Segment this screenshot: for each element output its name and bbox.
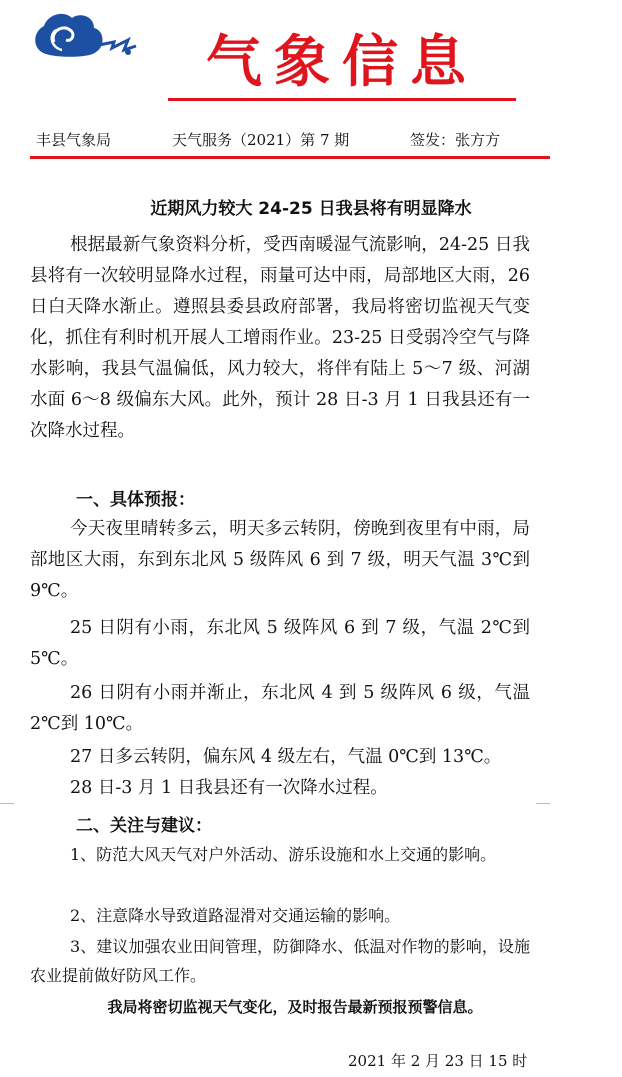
intro-paragraph: 根据最新气象资料分析，受西南暖湿气流影响，24-25 日我县将有一次较明显降水过程，雨量可达中雨，局部地区大雨，26 日白天降水渐止。遵照县委县政府部署，我局将密切监视天气变化，抓住有利时机开展人工增雨作业。23-25 日受弱冷空气与降水影响，我县气温偏低，风力较大，将伴有陆上 5～7 级、河湖水面 6～8 级偏东大风。此外，预计 28 日-3 月 1 日我县还有一次降水过程。: [30, 235, 530, 441]
forecast-paragraph: 28 日-3 月 1 日我县还有一次降水过程。: [70, 778, 388, 798]
page-crop-mark: [0, 803, 14, 804]
weather-bureau-logo-icon: [28, 6, 140, 66]
signer: 签发：张方方: [410, 131, 501, 149]
forecast-paragraph: 今天夜里晴转多云，明天多云转阴，傍晚到夜里有中雨，局部地区大雨，东到东北风 5 级阵风 6 到 7 级，明天气温 3℃到 9℃。: [30, 519, 530, 601]
forecast-paragraph: 27 日多云转阴，偏东风 4 级左右，气温 0℃到 13℃。: [70, 747, 502, 767]
forecast-paragraph: 25 日阴有小雨，东北风 5 级阵风 6 到 7 级，气温 2℃到 5℃。: [30, 618, 530, 669]
page-crop-mark: [536, 803, 550, 804]
article-headline: 近期风力较大 24-25 日我县将有明显降水: [150, 199, 472, 219]
issue-number: 天气服务（2021）第 7 期: [172, 131, 350, 149]
closing-statement: 我局将密切监视天气变化，及时报告最新预报预警信息。: [107, 998, 483, 1016]
section-advice-title: 二、关注与建议：: [76, 816, 212, 836]
issue-datetime: 2021 年 2 月 23 日 15 时: [348, 1052, 528, 1070]
issuing-organization: 丰县气象局: [36, 131, 112, 149]
forecast-paragraph: 26 日阴有小雨并渐止，东北风 4 到 5 级阵风 6 级，气温 2℃到 10℃。: [30, 683, 530, 734]
banner-divider: [168, 98, 516, 101]
advice-item: 2、注意降水导致道路湿滑对交通运输的影响。: [70, 906, 401, 925]
advice-item: 1、防范大风天气对户外活动、游乐设施和水上交通的影响。: [70, 845, 497, 864]
advice-item: 3、建议加强农业田间管理，防御降水、低温对作物的影响，设施农业提前做好防风工作。: [30, 937, 530, 985]
bulletin-banner-title: 气象信息: [206, 30, 478, 95]
header-divider: [30, 156, 550, 159]
section-forecast-title: 一、具体预报：: [76, 490, 195, 510]
